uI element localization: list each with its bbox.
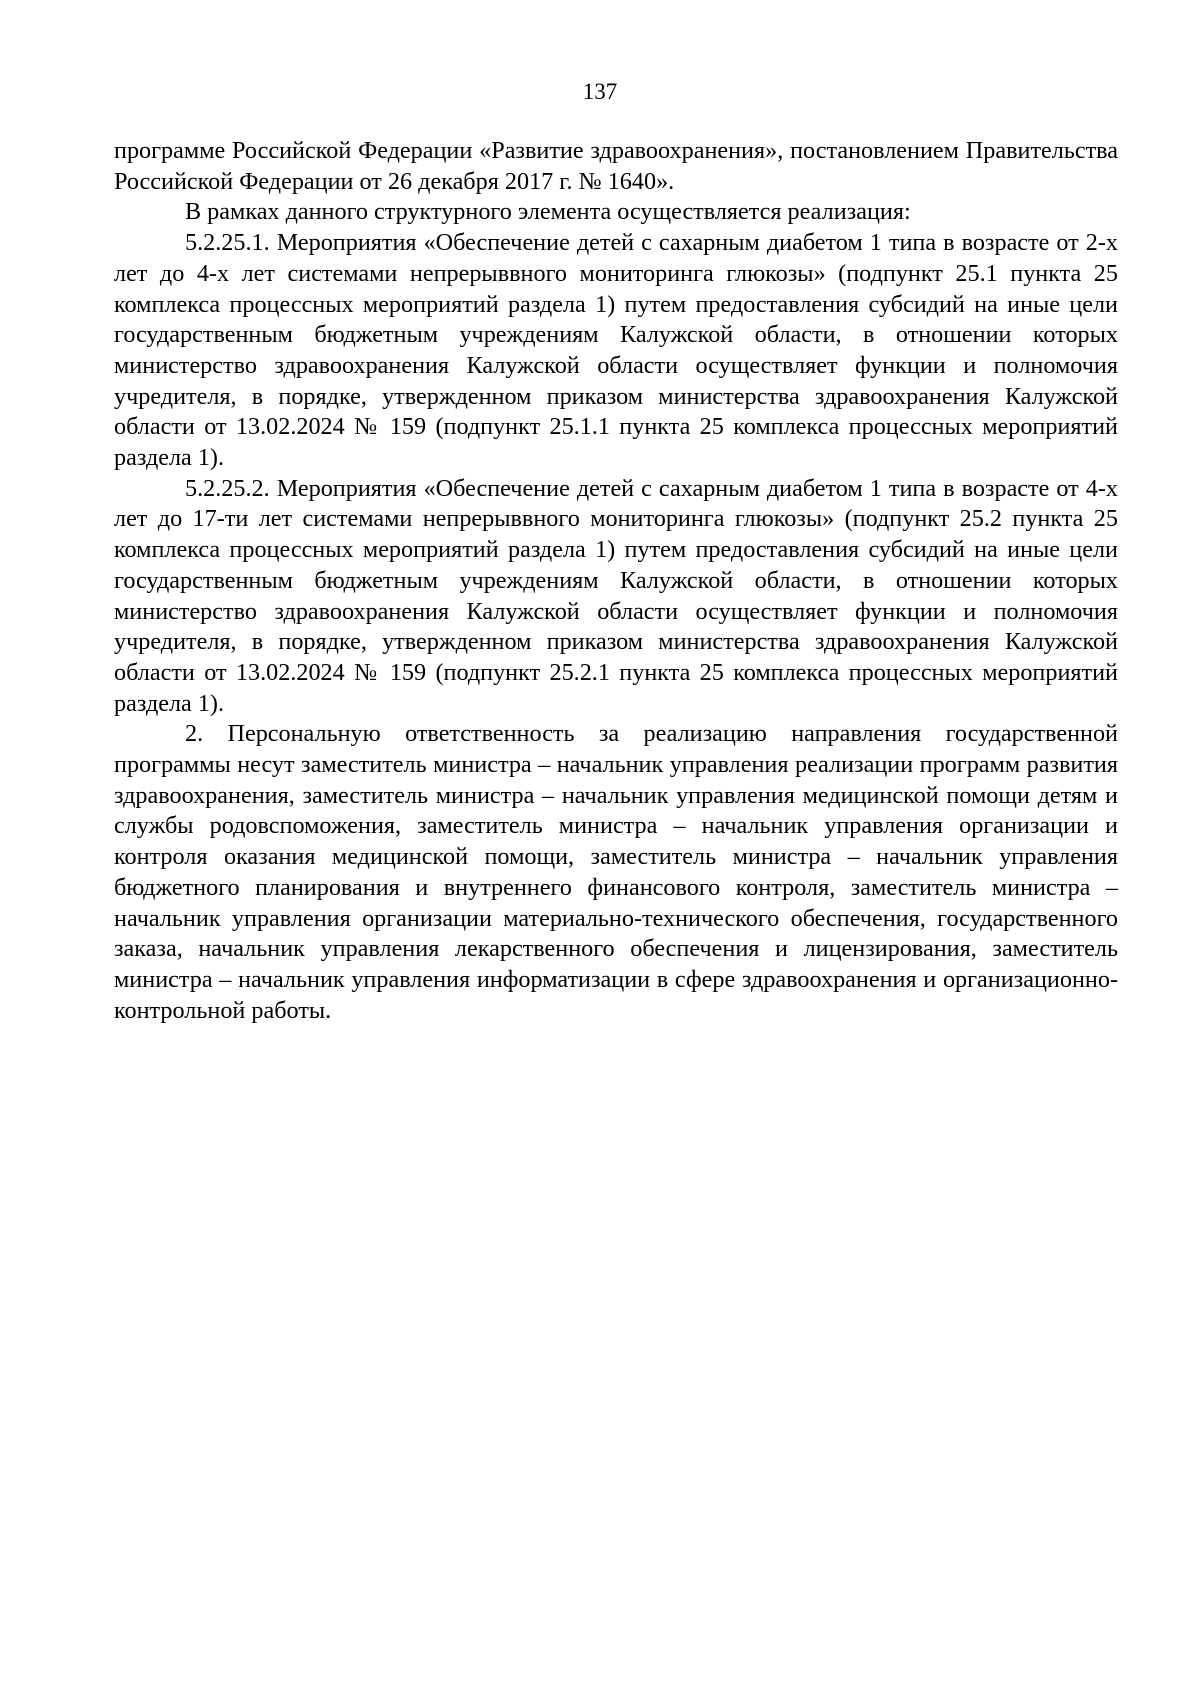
page-number: 137 bbox=[582, 79, 618, 104]
paragraph-responsibility: 2. Персональную ответственность за реализацию направления государственной программы несут заместитель министра – начальник управления реализации программ развития здравоохранения, заместитель министра – начальник управления медицинской помощи детям и службы родовспоможения, заместитель министра – начальник управления организации и контроля оказания медицинской помощи, заместитель министра – начальник управления бюджетного планирования и внутреннего финансового контроля, заместитель министра – начальник управления организации материально-технического обеспечения, государственного заказа, начальник управления лекарственного обеспечения и лицензирования, заместитель министра – начальник управления информатизации в сфере здравоохранения и организационно-контрольной работы. bbox=[114, 720, 1118, 1024]
paragraph-item-5-2-25-2: 5.2.25.2. Мероприятия «Обеспечение детей с сахарным диабетом 1 типа в возрасте от 4-х лет до 17-ти лет системами непрерыввного мониторинга глюкозы» (подпункт 25.2 пункта 25 комплекса процессных мероприятий раздела 1) путем предоставления субсидий на иные цели государственным бюджетным учреждениям Калужской области, в отношении которых министерство здравоохранения Калужской области осуществляет функции и полномочия учредителя, в порядке, утвержденном приказом министерства здравоохранения Калужской области от 13.02.2024 № 159 (подпункт 25.2.1 пункта 25 комплекса процессных мероприятий раздела 1). bbox=[114, 474, 1118, 717]
paragraph-item-5-2-25-1: 5.2.25.1. Мероприятия «Обеспечение детей с сахарным диабетом 1 типа в возрасте от 2-х лет до 4-х лет системами непрерыввного мониторинга глюкозы» (подпункт 25.1 пункта 25 комплекса процессных мероприятий раздела 1) путем предоставления субсидий на иные цели государственным бюджетным учреждениям Калужской области, в отношении которых министерство здравоохранения Калужской области осуществляет функции и полномочия учредителя, в порядке, утвержденном приказом министерства здравоохранения Калужской области от 13.02.2024 № 159 (подпункт 25.1.1 пункта 25 комплекса процессных мероприятий раздела 1). bbox=[114, 229, 1118, 472]
paragraph-intro: В рамках данного структурного элемента осуществляется реализация: bbox=[185, 198, 911, 226]
document-body bbox=[114, 136, 1118, 1026]
paragraph-continuation: программе Российской Федерации «Развитие здравоохранения», постановлением Правительства Российской Федерации от 26 декабря 2017 г. № 1640». bbox=[114, 137, 1118, 195]
